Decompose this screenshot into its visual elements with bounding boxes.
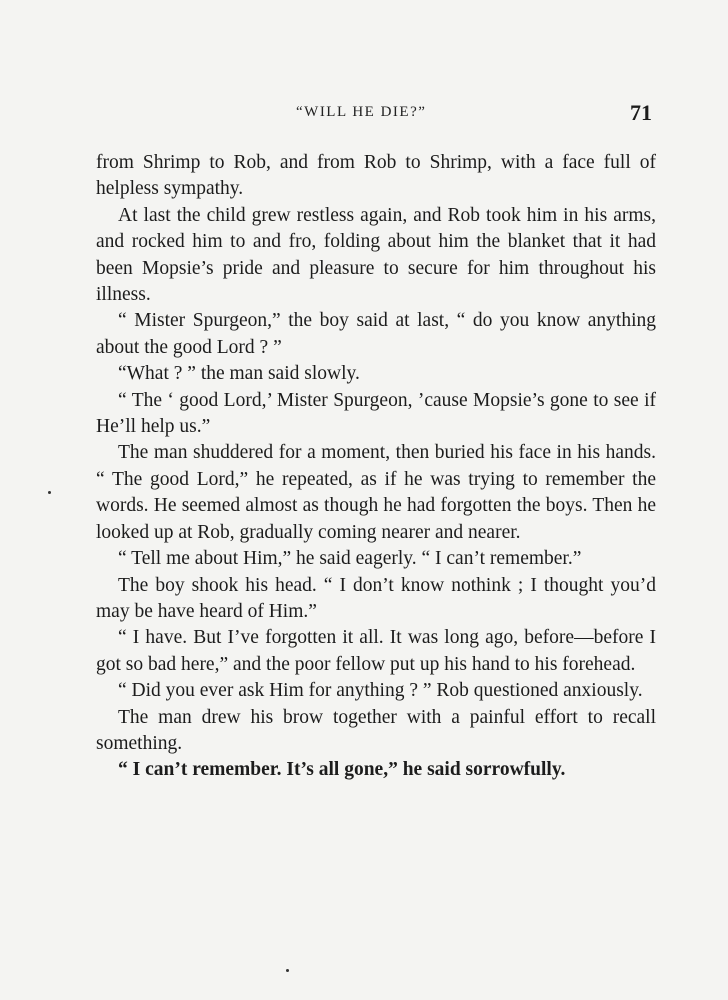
paragraph: “What ? ” the man said slowly. xyxy=(118,363,360,385)
paragraph: The boy shook his head. “ I don’t know nothink ; I thought you’d may be have heard of Him.” xyxy=(96,574,656,622)
paragraph: “ Mister Spurgeon,” the boy said at last, “ do you know anything about the good Lord ? ” xyxy=(96,310,656,358)
paragraph: from Shrimp to Rob, and from Rob to Shrimp, with a face full of helpless sympathy. xyxy=(96,152,656,200)
paragraph: “ Did you ever ask Him for anything ? ” Rob questioned anxiously. xyxy=(118,680,643,702)
paragraph: The man shuddered for a moment, then buried his face in his hands. “ The good Lord,” he repeated, as if he was trying to remember the words. He seemed almost as though he had forgotten the boys. Then he looked up at Rob, gradually coming nearer and nearer. xyxy=(96,442,656,543)
paragraph: At last the child grew restless again, and Rob took him in his arms, and rocked him to and fro, folding about him the blanket that it had been Mopsie’s pride and pleasure to secure for him throughout his illness. xyxy=(96,204,656,306)
paragraph: “ Tell me about Him,” he said eagerly. “ I can’t remember.” xyxy=(118,548,582,570)
ink-speck xyxy=(286,969,289,972)
page-number: 71 xyxy=(630,100,652,125)
paragraph: The man drew his brow together with a painful effort to recall something. xyxy=(96,706,656,754)
running-head: “WILL HE DIE?” xyxy=(296,104,427,120)
paragraph: “ I have. But I’ve forgotten it all. It was long ago, before—before I got so bad here,” and the poor fellow put up his hand to his forehead. xyxy=(96,627,656,675)
body-text xyxy=(96,150,656,784)
ink-speck xyxy=(48,491,51,494)
paragraph: “ The ‘ good Lord,’ Mister Spurgeon, ’cause Mopsie’s gone to see if He’ll help us.” xyxy=(96,389,656,438)
paragraph: “ I can’t remember. It’s all gone,” he said sorrowfully. xyxy=(118,759,566,781)
